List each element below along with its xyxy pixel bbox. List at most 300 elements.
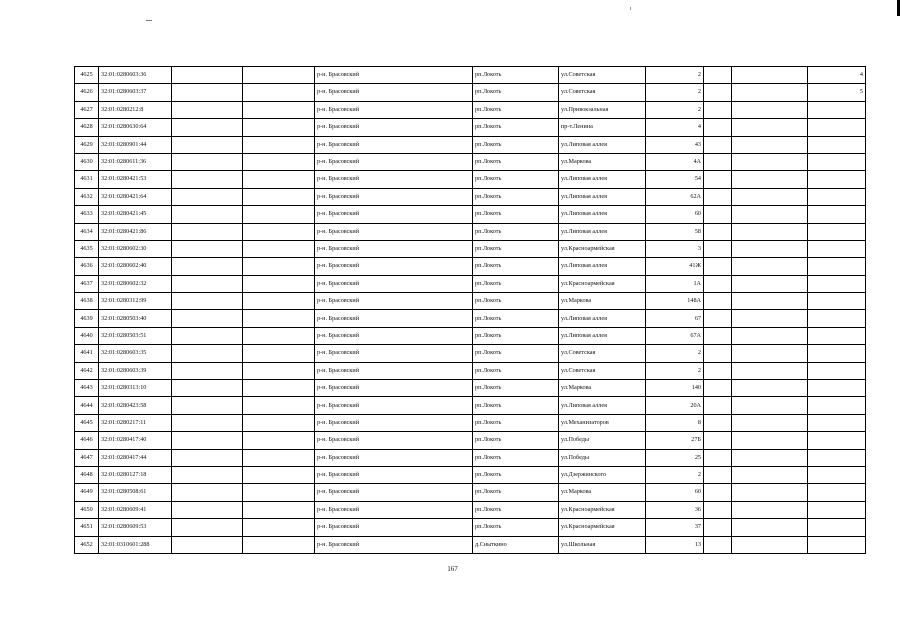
house-number-cell: 54 — [646, 171, 704, 188]
table-row — [75, 101, 866, 118]
settlement-cell: рп.Локоть — [473, 345, 559, 362]
extra-value-cell — [808, 362, 866, 379]
empty-cell — [704, 345, 732, 362]
cadastral-number-cell: 32:01:0280313:10 — [99, 380, 172, 397]
settlement-cell: рп.Локоть — [473, 206, 559, 223]
district-cell: р-н. Брасовский — [315, 119, 473, 136]
row-number-cell: 4637 — [75, 275, 99, 292]
empty-cell — [704, 240, 732, 257]
empty-cell — [172, 536, 243, 553]
cadastral-number-cell: 32:01:0280602:40 — [99, 258, 172, 275]
house-number-cell: 13 — [646, 536, 704, 553]
empty-cell — [704, 432, 732, 449]
row-number-cell: 4642 — [75, 362, 99, 379]
settlement-cell: рп.Локоть — [473, 501, 559, 518]
district-cell: р-н. Брасовский — [315, 101, 473, 118]
table-row — [75, 240, 866, 257]
table-row — [75, 501, 866, 518]
extra-value-cell — [808, 414, 866, 431]
empty-cell — [243, 362, 315, 379]
settlement-cell: рп.Локоть — [473, 188, 559, 205]
empty-cell — [172, 293, 243, 310]
table-row — [75, 519, 866, 536]
street-cell: ул.Липовая аллея — [559, 397, 646, 414]
extra-value-cell — [808, 501, 866, 518]
settlement-cell: рп.Локоть — [473, 67, 559, 84]
cadastral-number-cell: 32:01:0280602:30 — [99, 240, 172, 257]
extra-value-cell — [808, 519, 866, 536]
district-cell: р-н. Брасовский — [315, 258, 473, 275]
cadastral-number-cell: 32:01:0280630:64 — [99, 119, 172, 136]
house-number-cell: 41Ж — [646, 258, 704, 275]
street-cell: ул.Победы — [559, 449, 646, 466]
empty-cell — [243, 206, 315, 223]
scan-mark — [146, 20, 152, 21]
cadastral-number-cell: 32:01:0280603:39 — [99, 362, 172, 379]
cadastral-number-cell: 32:01:0280421:86 — [99, 223, 172, 240]
row-number-cell: 4647 — [75, 449, 99, 466]
table-row — [75, 171, 866, 188]
street-cell: ул.Дзержинского — [559, 466, 646, 483]
empty-cell — [732, 153, 808, 170]
empty-cell — [243, 101, 315, 118]
empty-cell — [704, 84, 732, 101]
cadastral-number-cell: 32:01:0280417:40 — [99, 432, 172, 449]
cadastral-number-cell: 32:01:0280503:40 — [99, 310, 172, 327]
table-row — [75, 136, 866, 153]
row-number-cell: 4638 — [75, 293, 99, 310]
extra-value-cell — [808, 380, 866, 397]
empty-cell — [243, 223, 315, 240]
empty-cell — [172, 414, 243, 431]
empty-cell — [172, 258, 243, 275]
street-cell: ул.Маркова — [559, 293, 646, 310]
settlement-cell: рп.Локоть — [473, 153, 559, 170]
empty-cell — [732, 449, 808, 466]
district-cell: р-н. Брасовский — [315, 84, 473, 101]
empty-cell — [172, 362, 243, 379]
row-number-cell: 4631 — [75, 171, 99, 188]
cadastral-number-cell: 32:01:0280602:32 — [99, 275, 172, 292]
empty-cell — [243, 119, 315, 136]
empty-cell — [243, 188, 315, 205]
cadastral-number-cell: 32:01:0280603:36 — [99, 67, 172, 84]
house-number-cell: 67А — [646, 327, 704, 344]
empty-cell — [172, 223, 243, 240]
empty-cell — [243, 380, 315, 397]
district-cell: р-н. Брасовский — [315, 414, 473, 431]
empty-cell — [172, 188, 243, 205]
empty-cell — [172, 449, 243, 466]
street-cell: ул.Победы — [559, 432, 646, 449]
row-number-cell: 4645 — [75, 414, 99, 431]
empty-cell — [704, 119, 732, 136]
empty-cell — [172, 519, 243, 536]
district-cell: р-н. Брасовский — [315, 67, 473, 84]
house-number-cell: 20А — [646, 397, 704, 414]
extra-value-cell — [808, 310, 866, 327]
cadastral-number-cell: 32:01:0280421:64 — [99, 188, 172, 205]
row-number-cell: 4652 — [75, 536, 99, 553]
house-number-cell: 27Б — [646, 432, 704, 449]
empty-cell — [243, 67, 315, 84]
empty-cell — [732, 136, 808, 153]
house-number-cell: 2 — [646, 84, 704, 101]
cadastral-number-cell: 32:01:0280217:11 — [99, 414, 172, 431]
empty-cell — [732, 101, 808, 118]
street-cell: ул.Красноармейская — [559, 519, 646, 536]
street-cell: ул.Липовая аллея — [559, 206, 646, 223]
house-number-cell: 62А — [646, 188, 704, 205]
empty-cell — [732, 275, 808, 292]
empty-cell — [732, 362, 808, 379]
district-cell: р-н. Брасовский — [315, 136, 473, 153]
extra-value-cell — [808, 240, 866, 257]
empty-cell — [704, 501, 732, 518]
empty-cell — [732, 501, 808, 518]
street-cell: ул.Красноармейская — [559, 275, 646, 292]
registry-table-body — [75, 67, 866, 554]
house-number-cell: 43 — [646, 136, 704, 153]
extra-value-cell — [808, 345, 866, 362]
empty-cell — [704, 171, 732, 188]
street-cell: ул.Липовая аллея — [559, 223, 646, 240]
house-number-cell: 58 — [646, 223, 704, 240]
empty-cell — [172, 240, 243, 257]
empty-cell — [704, 188, 732, 205]
empty-cell — [172, 310, 243, 327]
house-number-cell: 60 — [646, 206, 704, 223]
empty-cell — [732, 223, 808, 240]
extra-value-cell — [808, 293, 866, 310]
empty-cell — [732, 119, 808, 136]
table-row — [75, 67, 866, 84]
empty-cell — [243, 536, 315, 553]
scan-mark — [630, 7, 631, 10]
empty-cell — [243, 345, 315, 362]
extra-value-cell — [808, 449, 866, 466]
row-number-cell: 4641 — [75, 345, 99, 362]
empty-cell — [704, 67, 732, 84]
street-cell: ул.Школьная — [559, 536, 646, 553]
house-number-cell: 2 — [646, 67, 704, 84]
house-number-cell: 8 — [646, 414, 704, 431]
settlement-cell: рп.Локоть — [473, 84, 559, 101]
district-cell: р-н. Брасовский — [315, 536, 473, 553]
settlement-cell: рп.Локоть — [473, 119, 559, 136]
empty-cell — [732, 258, 808, 275]
empty-cell — [704, 449, 732, 466]
extra-value-cell: 5 — [808, 84, 866, 101]
cadastral-number-cell: 32:01:0280901:44 — [99, 136, 172, 153]
district-cell: р-н. Брасовский — [315, 362, 473, 379]
empty-cell — [732, 310, 808, 327]
empty-cell — [172, 84, 243, 101]
table-row — [75, 345, 866, 362]
empty-cell — [172, 67, 243, 84]
cadastral-number-cell: 32:01:0280423:58 — [99, 397, 172, 414]
settlement-cell: рп.Локоть — [473, 397, 559, 414]
street-cell: пр-т.Ленина — [559, 119, 646, 136]
street-cell: ул.Липовая аллея — [559, 136, 646, 153]
table-row — [75, 206, 866, 223]
house-number-cell: 4А — [646, 153, 704, 170]
table-row — [75, 484, 866, 501]
table-row — [75, 258, 866, 275]
house-number-cell: 2 — [646, 466, 704, 483]
settlement-cell: рп.Локоть — [473, 466, 559, 483]
row-number-cell: 4649 — [75, 484, 99, 501]
empty-cell — [732, 380, 808, 397]
empty-cell — [172, 484, 243, 501]
house-number-cell: 2 — [646, 345, 704, 362]
table-row — [75, 310, 866, 327]
empty-cell — [172, 206, 243, 223]
row-number-cell: 4628 — [75, 119, 99, 136]
table-row — [75, 362, 866, 379]
cadastral-number-cell: 32:01:0280603:37 — [99, 84, 172, 101]
row-number-cell: 4639 — [75, 310, 99, 327]
district-cell: р-н. Брасовский — [315, 275, 473, 292]
empty-cell — [172, 275, 243, 292]
empty-cell — [704, 101, 732, 118]
empty-cell — [704, 293, 732, 310]
empty-cell — [732, 536, 808, 553]
empty-cell — [243, 275, 315, 292]
district-cell: р-н. Брасовский — [315, 484, 473, 501]
table-row — [75, 380, 866, 397]
settlement-cell: рп.Локоть — [473, 414, 559, 431]
settlement-cell: рп.Локоть — [473, 449, 559, 466]
extra-value-cell — [808, 275, 866, 292]
house-number-cell: 3 — [646, 240, 704, 257]
empty-cell — [704, 275, 732, 292]
street-cell: ул.Липовая аллея — [559, 310, 646, 327]
settlement-cell: рп.Локоть — [473, 293, 559, 310]
extra-value-cell: 4 — [808, 67, 866, 84]
district-cell: р-н. Брасовский — [315, 223, 473, 240]
table-row — [75, 414, 866, 431]
empty-cell — [704, 362, 732, 379]
table-row — [75, 84, 866, 101]
district-cell: р-н. Брасовский — [315, 466, 473, 483]
cadastral-number-cell: 32:01:0280503:51 — [99, 327, 172, 344]
cadastral-number-cell: 32:01:0280508:61 — [99, 484, 172, 501]
cadastral-number-cell: 32:01:0280603:35 — [99, 345, 172, 362]
district-cell: р-н. Брасовский — [315, 432, 473, 449]
empty-cell — [172, 327, 243, 344]
house-number-cell: 2 — [646, 362, 704, 379]
table-row — [75, 432, 866, 449]
empty-cell — [243, 466, 315, 483]
empty-cell — [732, 206, 808, 223]
street-cell: ул.Советская — [559, 67, 646, 84]
street-cell: ул.Советская — [559, 362, 646, 379]
extra-value-cell — [808, 101, 866, 118]
empty-cell — [732, 432, 808, 449]
district-cell: р-н. Брасовский — [315, 380, 473, 397]
row-number-cell: 4651 — [75, 519, 99, 536]
empty-cell — [172, 101, 243, 118]
district-cell: р-н. Брасовский — [315, 310, 473, 327]
street-cell: ул.Привокзальная — [559, 101, 646, 118]
row-number-cell: 4640 — [75, 327, 99, 344]
empty-cell — [732, 519, 808, 536]
cadastral-number-cell: 32:01:0280127:18 — [99, 466, 172, 483]
cadastral-number-cell: 32:01:0280212:8 — [99, 101, 172, 118]
table-row — [75, 449, 866, 466]
empty-cell — [243, 397, 315, 414]
settlement-cell: рп.Локоть — [473, 484, 559, 501]
street-cell: ул.Маркова — [559, 380, 646, 397]
empty-cell — [732, 84, 808, 101]
empty-cell — [172, 153, 243, 170]
empty-cell — [732, 466, 808, 483]
street-cell: ул.Липовая аллея — [559, 258, 646, 275]
empty-cell — [732, 188, 808, 205]
extra-value-cell — [808, 153, 866, 170]
empty-cell — [243, 240, 315, 257]
empty-cell — [172, 136, 243, 153]
district-cell: р-н. Брасовский — [315, 153, 473, 170]
empty-cell — [243, 84, 315, 101]
extra-value-cell — [808, 206, 866, 223]
row-number-cell: 4626 — [75, 84, 99, 101]
street-cell: ул.Красноармейская — [559, 501, 646, 518]
house-number-cell: 25 — [646, 449, 704, 466]
empty-cell — [704, 136, 732, 153]
empty-cell — [732, 345, 808, 362]
row-number-cell: 4643 — [75, 380, 99, 397]
district-cell: р-н. Брасовский — [315, 171, 473, 188]
street-cell: ул.Красноармейская — [559, 240, 646, 257]
extra-value-cell — [808, 223, 866, 240]
extra-value-cell — [808, 327, 866, 344]
district-cell: р-н. Брасовский — [315, 519, 473, 536]
settlement-cell: рп.Локоть — [473, 380, 559, 397]
row-number-cell: 4635 — [75, 240, 99, 257]
district-cell: р-н. Брасовский — [315, 206, 473, 223]
table-row — [75, 466, 866, 483]
cadastral-number-cell: 32:01:0280609:53 — [99, 519, 172, 536]
street-cell: ул.Маркова — [559, 153, 646, 170]
cadastral-number-cell: 32:01:0280312:99 — [99, 293, 172, 310]
empty-cell — [732, 293, 808, 310]
extra-value-cell — [808, 171, 866, 188]
row-number-cell: 4636 — [75, 258, 99, 275]
table-row — [75, 536, 866, 553]
cadastral-number-cell: 32:01:0280421:53 — [99, 171, 172, 188]
empty-cell — [172, 119, 243, 136]
house-number-cell: 1А — [646, 275, 704, 292]
settlement-cell: рп.Локоть — [473, 240, 559, 257]
settlement-cell: рп.Локоть — [473, 275, 559, 292]
empty-cell — [243, 449, 315, 466]
table-row — [75, 223, 866, 240]
extra-value-cell — [808, 119, 866, 136]
row-number-cell: 4632 — [75, 188, 99, 205]
empty-cell — [732, 414, 808, 431]
row-number-cell: 4630 — [75, 153, 99, 170]
district-cell: р-н. Брасовский — [315, 188, 473, 205]
page-number: 167 — [447, 565, 458, 573]
extra-value-cell — [808, 397, 866, 414]
district-cell: р-н. Брасовский — [315, 327, 473, 344]
settlement-cell: д.Сныткино — [473, 536, 559, 553]
settlement-cell: рп.Локоть — [473, 101, 559, 118]
empty-cell — [243, 519, 315, 536]
extra-value-cell — [808, 136, 866, 153]
extra-value-cell — [808, 258, 866, 275]
extra-value-cell — [808, 432, 866, 449]
row-number-cell: 4627 — [75, 101, 99, 118]
registry-table — [74, 66, 866, 554]
cadastral-number-cell: 32:01:0280609:41 — [99, 501, 172, 518]
house-number-cell: 36 — [646, 501, 704, 518]
row-number-cell: 4629 — [75, 136, 99, 153]
empty-cell — [704, 519, 732, 536]
district-cell: р-н. Брасовский — [315, 345, 473, 362]
street-cell: ул.Механизаторов — [559, 414, 646, 431]
extra-value-cell — [808, 188, 866, 205]
empty-cell — [243, 293, 315, 310]
street-cell: ул.Советская — [559, 84, 646, 101]
scan-edge-bar — [897, 0, 900, 16]
street-cell: ул.Маркова — [559, 484, 646, 501]
house-number-cell: 37 — [646, 519, 704, 536]
settlement-cell: рп.Локоть — [473, 310, 559, 327]
district-cell: р-н. Брасовский — [315, 240, 473, 257]
row-number-cell: 4648 — [75, 466, 99, 483]
empty-cell — [704, 206, 732, 223]
row-number-cell: 4646 — [75, 432, 99, 449]
row-number-cell: 4633 — [75, 206, 99, 223]
settlement-cell: рп.Локоть — [473, 171, 559, 188]
empty-cell — [704, 397, 732, 414]
settlement-cell: рп.Локоть — [473, 136, 559, 153]
table-row — [75, 119, 866, 136]
empty-cell — [732, 397, 808, 414]
empty-cell — [704, 153, 732, 170]
table-row — [75, 153, 866, 170]
empty-cell — [704, 536, 732, 553]
empty-cell — [732, 67, 808, 84]
row-number-cell: 4644 — [75, 397, 99, 414]
empty-cell — [243, 414, 315, 431]
empty-cell — [704, 327, 732, 344]
table-row — [75, 275, 866, 292]
empty-cell — [243, 327, 315, 344]
cadastral-number-cell: 32:01:0280611:36 — [99, 153, 172, 170]
empty-cell — [172, 171, 243, 188]
empty-cell — [704, 258, 732, 275]
table-row — [75, 293, 866, 310]
house-number-cell: 4 — [646, 119, 704, 136]
row-number-cell: 4634 — [75, 223, 99, 240]
empty-cell — [243, 432, 315, 449]
empty-cell — [732, 240, 808, 257]
cadastral-number-cell: 32:01:0310601:288 — [99, 536, 172, 553]
empty-cell — [704, 414, 732, 431]
extra-value-cell — [808, 536, 866, 553]
empty-cell — [243, 153, 315, 170]
district-cell: р-н. Брасовский — [315, 501, 473, 518]
settlement-cell: рп.Локоть — [473, 362, 559, 379]
district-cell: р-н. Брасовский — [315, 293, 473, 310]
row-number-cell: 4625 — [75, 67, 99, 84]
settlement-cell: рп.Локоть — [473, 223, 559, 240]
empty-cell — [704, 223, 732, 240]
